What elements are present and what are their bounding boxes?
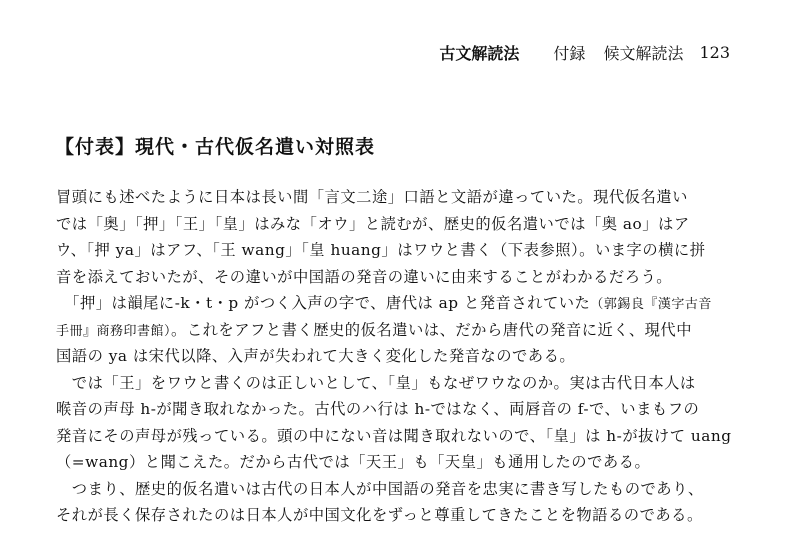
text-line: 喉音の声母 h-が聞き取れなかった。古代のハ行は h-ではなく、両唇音の f-で、いまもフの xyxy=(56,400,700,418)
citation-note: （郭錫良『漢字古音 xyxy=(590,297,712,312)
text-line: 音を添えておいたが、その違いが中国語の発音の違いに由来することがわかるだろう。 xyxy=(56,267,673,286)
text-line: ウ、「押 ya」はアフ、「王 wang」「皇 huang」はワウと書く（下表参照）。いま字の横に拼 xyxy=(56,241,706,259)
text-line: 冒頭にも述べたように日本は長い間「言文二途」口語と文語が違っていた。現代仮名遣い xyxy=(56,188,688,206)
running-header xyxy=(439,40,730,64)
text-line xyxy=(56,317,756,344)
text-line: それが長く保存されたのは日本人が中国文化をずっと尊重してきたことを物語るのである。 xyxy=(56,506,703,524)
chapter-title: 候文解読法 xyxy=(603,43,684,63)
paragraph xyxy=(56,370,756,476)
text-line: では「奥」「押」「王」「皇」はみな「オウ」と読むが、歴史的仮名遣いでは「奥 ao」はア xyxy=(56,214,690,233)
paragraph xyxy=(56,476,756,529)
text-span: 。これをアフと書く歴史的仮名遣いは、だから唐代の発音に近く、現代中 xyxy=(171,320,693,339)
section-label: 付録 xyxy=(553,43,586,63)
text-line xyxy=(56,290,756,317)
text-line: （=wang）と聞こえた。だから古代では「天王」も「天皇」も通用したのである。 xyxy=(56,453,651,471)
section-title: 【付表】現代・古代仮名遣い対照表 xyxy=(55,136,376,158)
paragraph xyxy=(56,184,756,290)
page-number: 123 xyxy=(699,42,730,62)
text-line: つまり、歴史的仮名遣いは古代の日本人が中国語の発音を忠実に書き写したものであり、 xyxy=(56,479,704,498)
text-line: では「王」をワウと書くのは正しいとして、「皇」もなぜワウなのか。実は古代日本人は xyxy=(56,373,696,392)
book-title: 古文解読法 xyxy=(439,43,520,63)
text-line: 国語の ya は宋代以降、入声が失われて大きく変化した発音なのである。 xyxy=(56,347,576,365)
paragraph xyxy=(56,290,756,370)
text-line: 発音にその声母が残っている。頭の中にない音は聞き取れないので、「皇」は h-が抜けて uang xyxy=(56,426,732,445)
body-text xyxy=(56,184,756,529)
citation-note: 手冊』商務印書館） xyxy=(56,323,172,339)
text-span: 「押」は韻尾に-k・t・p がつく入声の字で、唐代は ap と発音されていた xyxy=(56,294,591,312)
